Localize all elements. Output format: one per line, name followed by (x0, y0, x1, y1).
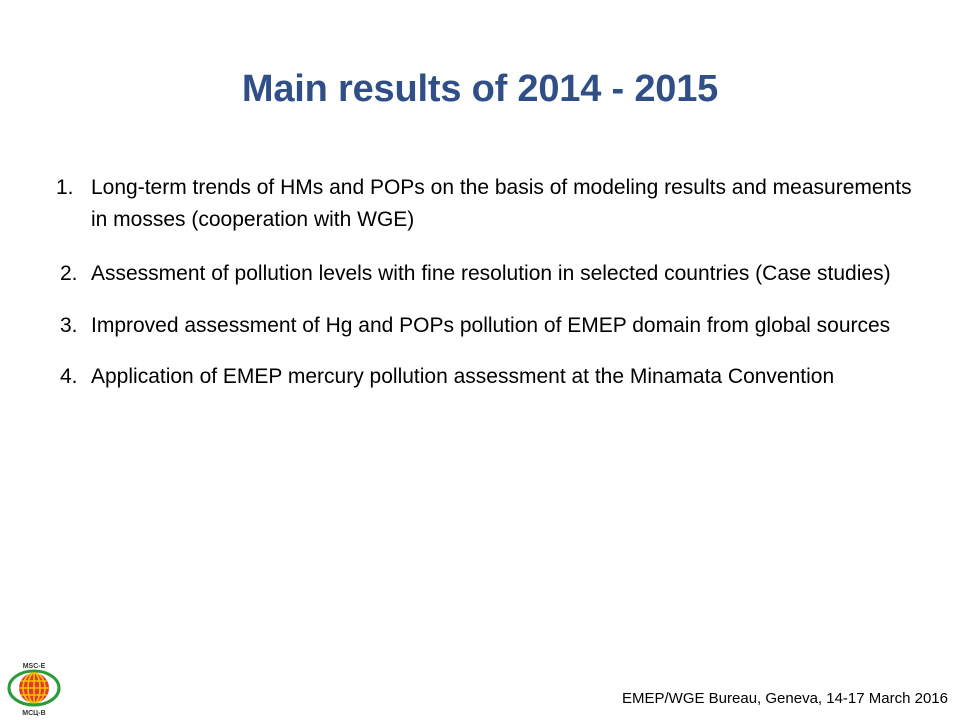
logo-top-text: MSC-E (22, 663, 46, 670)
slide-title: Main results of 2014 - 2015 (241, 68, 719, 110)
list-item-text: Improved assessment of Hg and POPs pollution of EMEP domain from global sources (91, 314, 891, 337)
list-item (56, 258, 916, 290)
results-list (56, 172, 916, 393)
list-item-number: 1. (56, 176, 74, 199)
logo-bottom-text: МСЦ-В (22, 710, 46, 716)
list-item-number: 4. (60, 365, 78, 388)
list-item (56, 361, 916, 393)
msc-e-logo (6, 660, 62, 716)
list-item (56, 310, 916, 342)
list-item-number: 3. (60, 314, 78, 337)
list-item-text: Assessment of pollution levels with fine resolution in selected countries (Case studies) (91, 262, 891, 285)
list-item (56, 172, 916, 236)
list-item-text: Application of EMEP mercury pollution assessment at the Minamata Convention (91, 365, 835, 388)
globe-icon (6, 660, 62, 716)
list-item-number: 2. (60, 262, 78, 285)
list-item-text: Long-term trends of HMs and POPs on the basis of modeling results and measurements in mosses (cooperation with WGE) (91, 176, 912, 231)
footer-text: EMEP/WGE Bureau, Geneva, 14-17 March 2016 (622, 690, 948, 707)
